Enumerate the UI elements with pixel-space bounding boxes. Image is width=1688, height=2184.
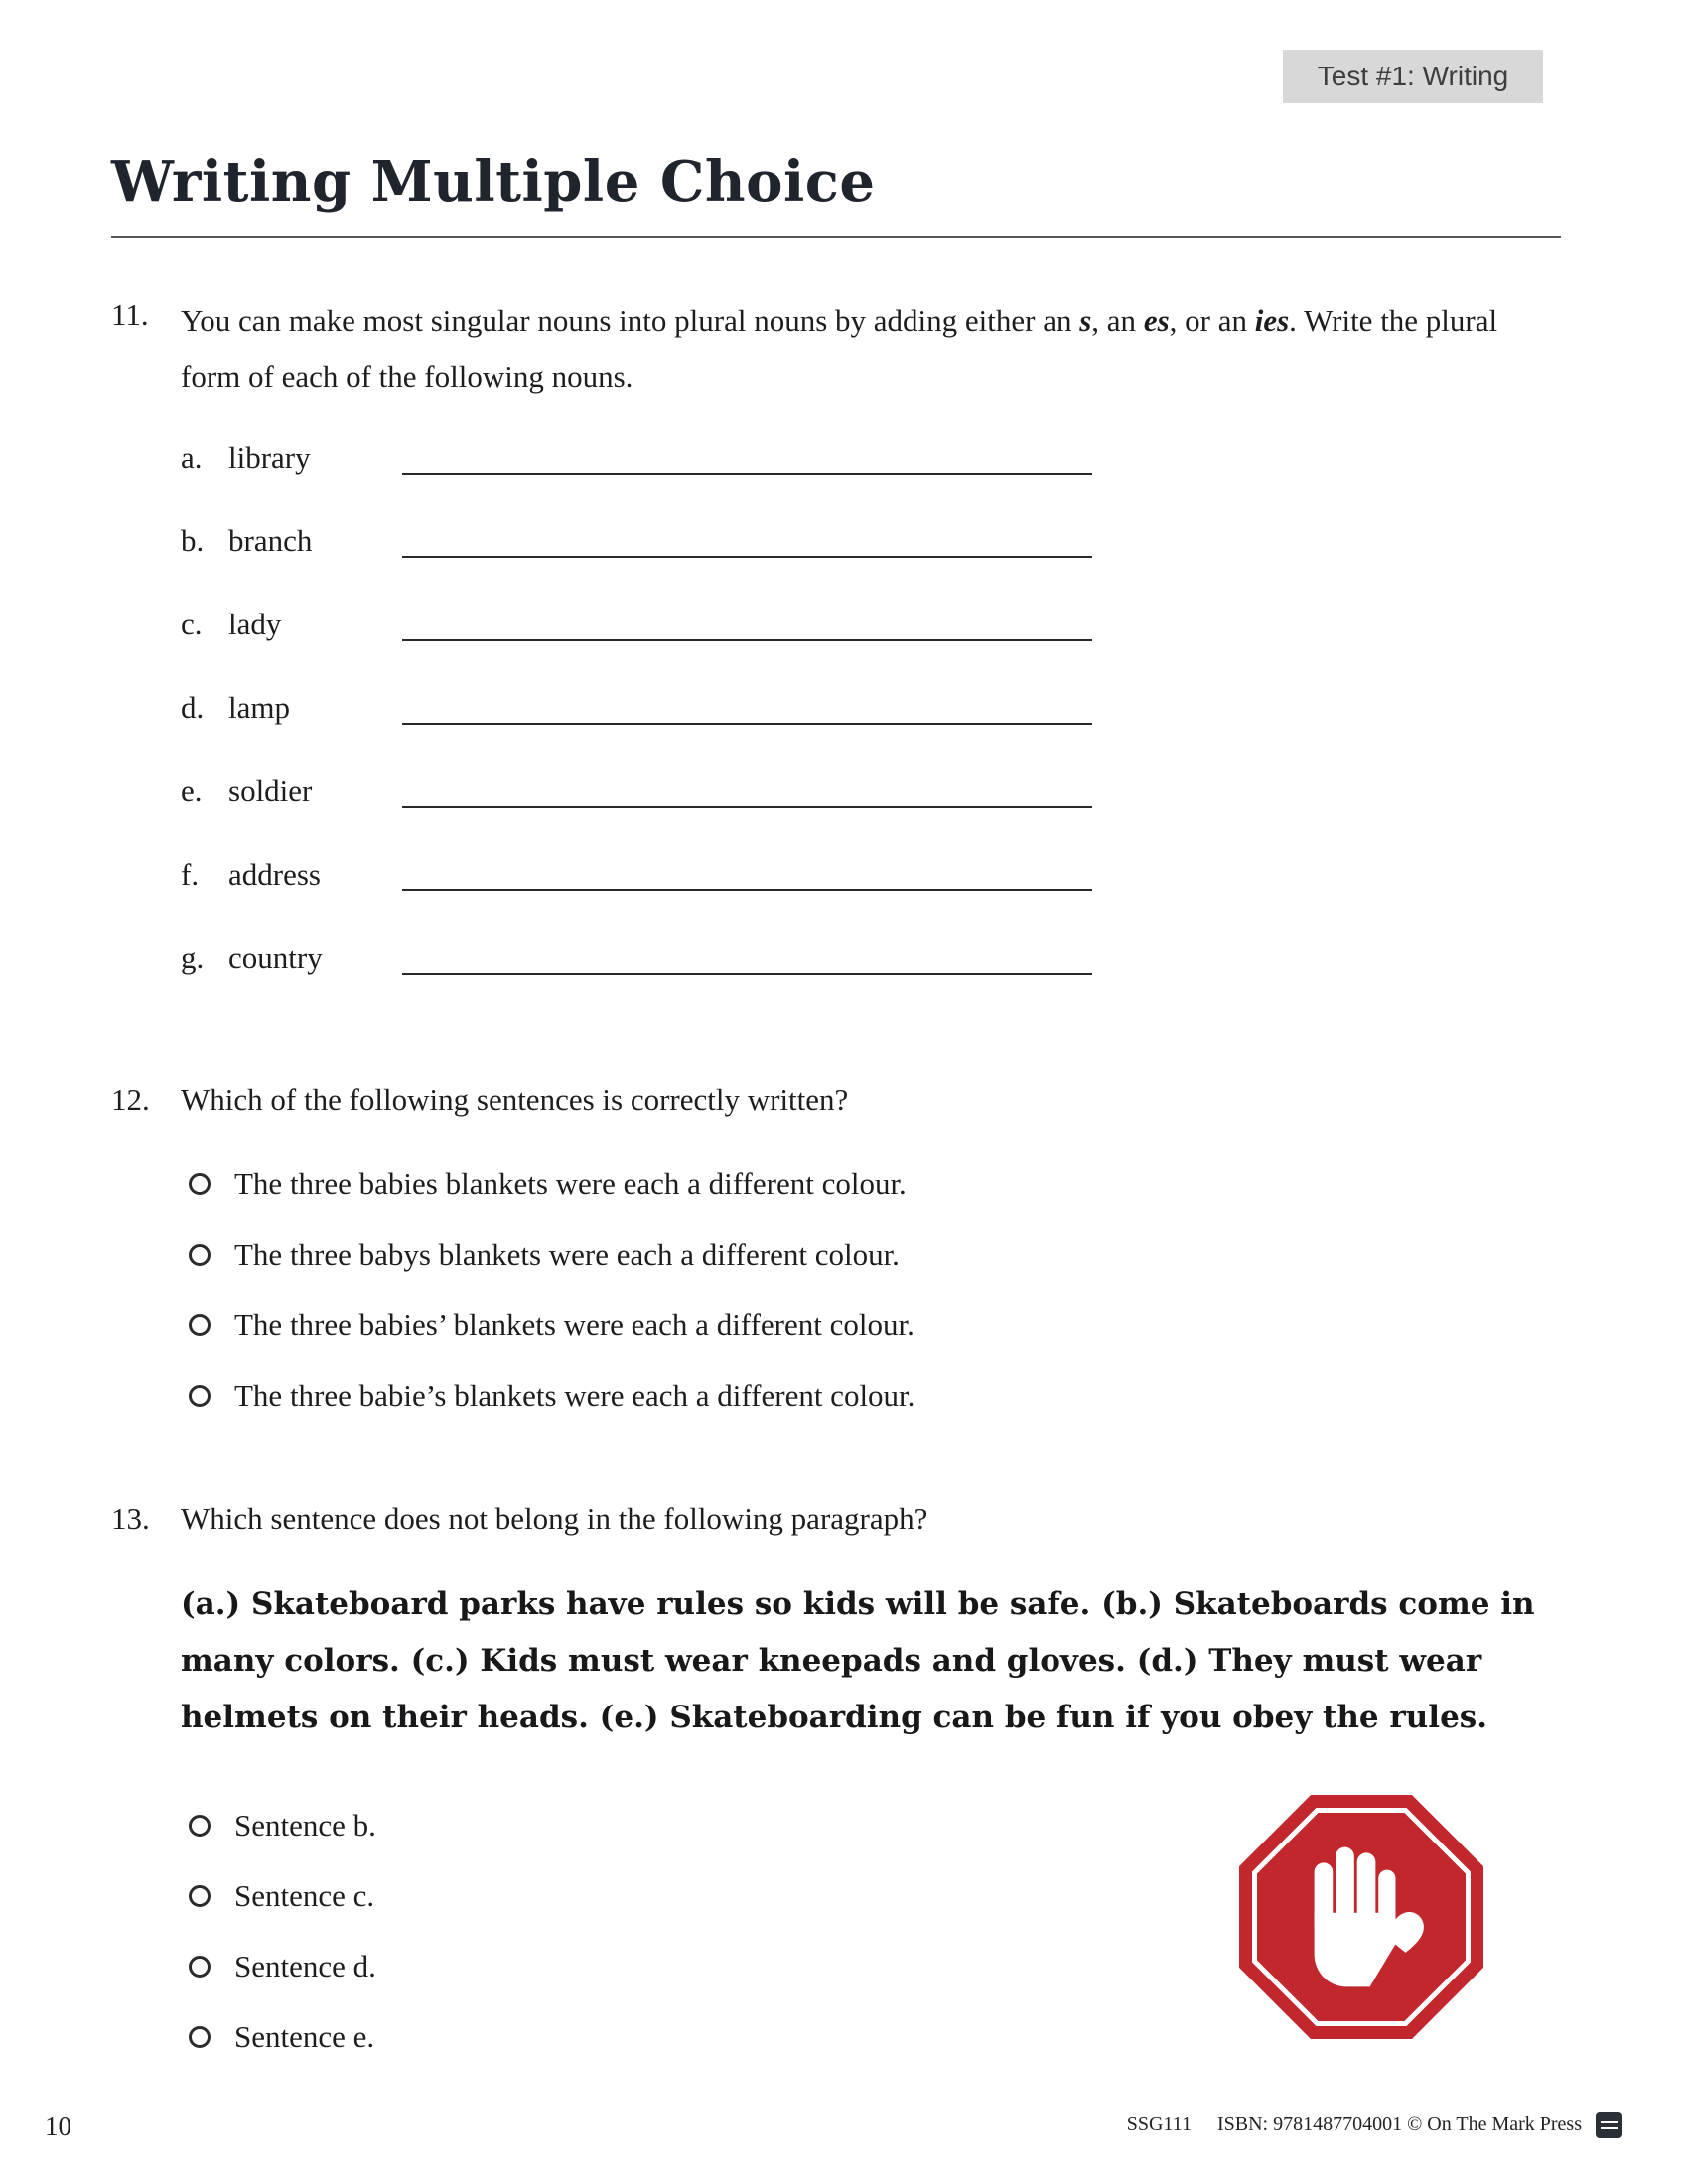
question-prompt: Which of the following sentences is correctly written? [181,1081,849,1117]
answer-blank[interactable] [402,608,1092,641]
footer-publisher [1127,2112,1622,2138]
list-item [181,750,1501,833]
item-letter: f. [181,857,200,892]
press-logo-icon [1596,2112,1622,2138]
item-word: library [228,440,311,476]
intro-text: , or an [1169,303,1255,338]
item-letter: d. [181,690,205,726]
option-label: Sentence e. [234,2019,375,2055]
stop-hand-icon [1287,1839,1436,1995]
question-body [181,292,1501,1000]
item-word: lamp [228,690,290,726]
question-12 [111,1077,1561,1432]
list-item [181,916,1501,1000]
options-list [189,1149,914,1431]
radio-icon[interactable] [189,1314,211,1336]
option-label: Sentence d. [234,1949,376,1984]
plural-items-list [181,416,1501,1000]
option-label: The three babie’s blankets were each a different colour. [234,1378,915,1414]
radio-icon[interactable] [189,1815,211,1837]
intro-bold-ies: ies [1254,303,1290,338]
footer-isbn-copyright: ISBN: 9781487704001 © On The Mark Press [1216,2114,1582,2135]
page-content [111,0,1561,2073]
question-body [181,1077,914,1432]
question-body [181,1496,927,1543]
radio-option[interactable] [189,1290,914,1360]
item-word: soldier [228,773,313,809]
question-number: 13. [111,1501,150,1537]
radio-icon[interactable] [189,1385,211,1407]
question-paragraph: (a.) Skateboard parks have rules so kids will be safe. (b.) Skateboards come in many colors. (c.) Kids must wear kneepads and gloves. (d.) They must wear helmets on their heads. (e.) Skateboarding can be fun if you obey the rules. [181,1585,1535,1736]
question-text [181,303,1497,394]
page-title: Writing Multiple Choice [111,149,1561,238]
item-word: address [228,857,321,892]
radio-option[interactable] [189,1360,914,1431]
item-word: country [228,940,323,976]
question-11 [111,292,1561,1000]
intro-bold-es: es [1143,303,1170,338]
list-item [181,499,1501,583]
question-number: 11. [111,297,149,332]
radio-icon[interactable] [189,1956,211,1978]
radio-option[interactable] [189,1219,914,1290]
footer-text [1127,2114,1582,2136]
item-letter: c. [181,607,203,642]
item-letter: a. [181,440,203,476]
option-label: The three babies blankets were each a different colour. [234,1166,907,1202]
answer-blank[interactable] [402,441,1092,475]
footer-code: SSG111 [1126,2114,1192,2135]
intro-text: . Write the plural form of each of the following nouns. [181,303,1498,395]
intro-text: , an [1091,303,1144,338]
question-13-header [111,1496,1561,1543]
question-prompt: Which sentence does not belong in the following paragraph? [181,1501,928,1537]
intro-bold-s: s [1079,303,1092,338]
item-letter: e. [181,773,203,809]
list-item [181,583,1501,666]
item-letter: g. [181,940,205,976]
list-item [181,666,1501,750]
list-item [181,833,1501,916]
answer-blank[interactable] [402,941,1092,975]
option-label: The three babys blankets were each a different colour. [234,1237,900,1273]
list-item [181,416,1501,499]
answer-blank[interactable] [402,691,1092,725]
answer-blank[interactable] [402,774,1092,808]
radio-icon[interactable] [189,2026,211,2048]
stop-sign-graphic [1239,1795,1483,2039]
intro-text: You can make most singular nouns into plural nouns by adding either an [181,303,1080,338]
option-label: The three babies’ blankets were each a different colour. [234,1307,914,1343]
radio-icon[interactable] [189,1244,211,1266]
option-label: Sentence b. [234,1808,376,1843]
item-word: lady [228,607,282,642]
radio-option[interactable] [189,1149,914,1219]
stop-sign-inner [1257,1813,1466,2021]
radio-icon[interactable] [189,1885,211,1907]
question-number: 12. [111,1081,150,1117]
answer-blank[interactable] [402,858,1092,891]
test-section-badge: Test #1: Writing [1283,50,1543,103]
item-word: branch [228,523,313,559]
item-letter: b. [181,523,205,559]
page-number: 10 [45,2112,71,2141]
answer-blank[interactable] [402,524,1092,558]
option-label: Sentence c. [234,1878,375,1914]
radio-icon[interactable] [189,1173,211,1195]
